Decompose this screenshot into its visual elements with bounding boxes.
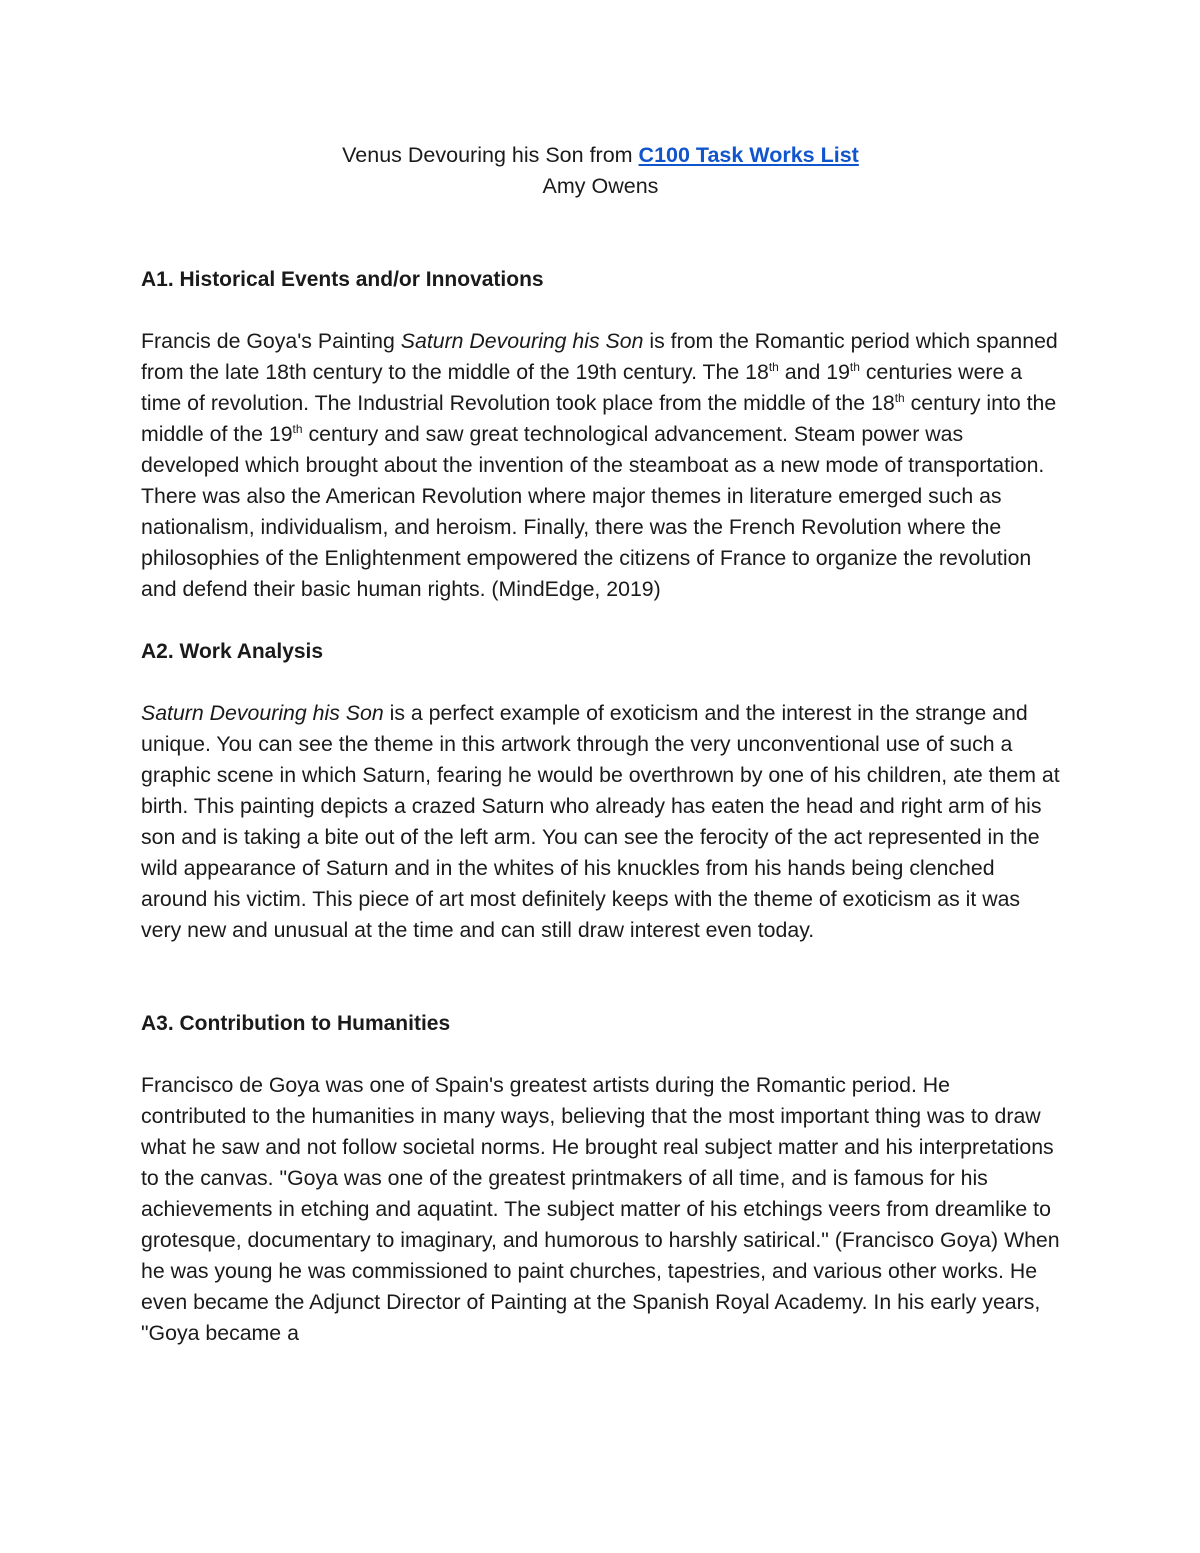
author-name: Amy Owens [542,174,659,198]
document-title [141,140,1060,171]
section-heading-a1: A1. Historical Events and/or Innovations [141,268,544,291]
section-paragraph-a2: Saturn Devouring his Son is a perfect example of exoticism and the interest in the strange and unique. You can see the theme in this artwork through the very unconventional use of such a graphic scene in which Saturn, fearing he would be overthrown by one of his children, ate them at birth. This painting depicts a crazed Saturn who already has eaten the head and right arm of his son and is taking a bite out of the left arm. You can see the ferocity of the act represented in the wild appearance of Saturn and in the whites of his knuckles from his hands being clenched around his victim. This piece of art most definitely keeps with the theme of exoticism as it was very new and unusual at the time and can still draw interest even today. [141,701,1060,942]
section-heading-a3: A3. Contribution to Humanities [141,1012,451,1035]
document-title-block [141,140,1060,202]
section-paragraph-a3: Francisco de Goya was one of Spain's greatest artists during the Romantic period. He contributed to the humanities in many ways, believing that the most important thing was to draw what he saw and not follow societal norms. He brought real subject matter and his interpretations to the canvas. "Goya was one of the greatest printmakers of all time, and is famous for his achievements in etching and aquatint. The subject matter of his etchings veers from dreamlike to grotesque, documentary to imaginary, and humorous to harshly satirical." (Francisco Goya) When he was young he was commissioned to paint churches, tapestries, and various other works. He even became the Adjunct Director of Painting at the Spanish Royal Academy. In his early years, "Goya became a [141,1073,1060,1345]
title-prefix: Venus Devouring his Son from [342,143,639,167]
section-paragraph-a1: Francis de Goya's Painting Saturn Devouring his Son is from the Romantic period which spanned from the late 18th century to the middle of the 19th century. The 18th and 19th centuries were a time of revolution. The Industrial Revolution took place from the middle of the 18th century into the middle of the 19th century and saw great technological advancement. Steam power was developed which brought about the invention of the steamboat as a new mode of transportation. There was also the American Revolution where major themes in literature emerged such as nationalism, individualism, and heroism. Finally, there was the French Revolution where the philosophies of the Enlightenment empowered the citizens of France to organize the revolution and defend their basic human rights. (MindEdge, 2019) [141,329,1058,601]
works-list-link[interactable]: C100 Task Works List [638,143,859,167]
section-heading-a2: A2. Work Analysis [141,640,324,663]
